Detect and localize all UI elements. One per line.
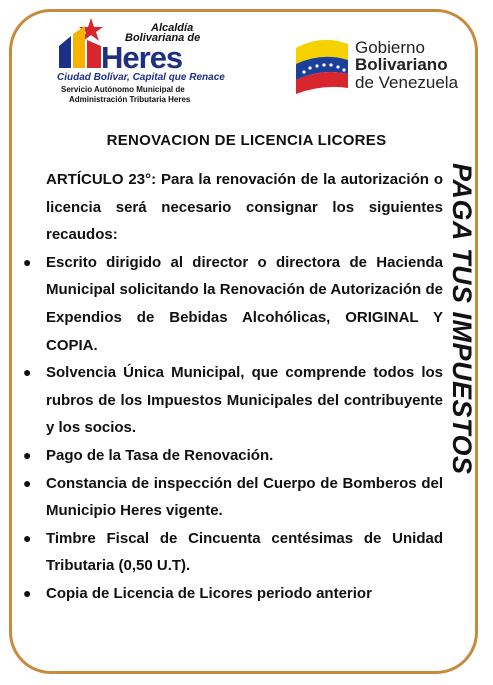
page-title: RENOVACION DE LICENCIA LICORES (106, 132, 387, 149)
requirement-text: Timbre Fiscal de Cincuenta centésimas de Unidad Tributaria (0,50 U.T). (46, 529, 443, 575)
alcaldia-emblem-icon (57, 16, 105, 72)
alcaldia-line2: Bolivariana de (125, 32, 201, 44)
requirement-text: Constancia de inspección del Cuerpo de Bomberos del Municipio Heres vigente. (46, 474, 443, 520)
bullet-icon: ● (23, 364, 32, 381)
alcaldia-subtitle-2: Administración Tributaria Heres (69, 95, 191, 104)
alcaldia-logo (55, 18, 225, 110)
requirement-text: Copia de Licencia de Licores periodo anterior (46, 584, 372, 602)
list-item (23, 470, 443, 525)
article-text: ARTÍCULO 23°: Para la renovación de la autorización o licencia será necesario consignar los siguientes recaudos: (46, 171, 443, 244)
alcaldia-slogan: Ciudad Bolívar, Capital que Renace (57, 72, 225, 83)
list-item (23, 249, 443, 359)
bullet-icon: ● (23, 529, 32, 546)
requirement-text: Solvencia Única Municipal, que comprende todos los rubros de los Impuestos Municipales del contribuyente y los socios. (46, 364, 443, 437)
bullet-icon: ● (23, 253, 32, 270)
alcaldia-name: Heres (101, 40, 183, 75)
list-item (23, 525, 443, 580)
list-item (23, 442, 443, 470)
bullet-icon: ● (23, 446, 32, 463)
gobierno-logo (292, 30, 462, 100)
gobierno-line1: Gobierno (355, 38, 425, 57)
side-slogan (447, 163, 479, 493)
alcaldia-line1: Alcaldía (151, 22, 194, 34)
gobierno-line3: de Venezuela (355, 73, 459, 92)
list-item (23, 359, 443, 442)
requirements-list (23, 249, 443, 608)
venezuela-flag-icon (292, 30, 352, 94)
bullet-icon: ● (23, 474, 32, 491)
gobierno-line2: Bolivariano (355, 55, 448, 74)
requirement-text: Escrito dirigido al director o directora de Hacienda Municipal solicitando la Renovación de Autorización de Expendios de Bebidas Alcohólicas, ORIGINAL Y COPIA. (46, 253, 443, 354)
bullet-icon: ● (23, 584, 32, 601)
document-body (23, 166, 443, 608)
list-item (23, 580, 443, 608)
alcaldia-subtitle-1: Servicio Autónomo Municipal de (61, 85, 185, 94)
side-slogan-text: PAGA TUS IMPUESTOS (447, 163, 477, 475)
requirement-text: Pago de la Tasa de Renovación. (46, 446, 274, 464)
